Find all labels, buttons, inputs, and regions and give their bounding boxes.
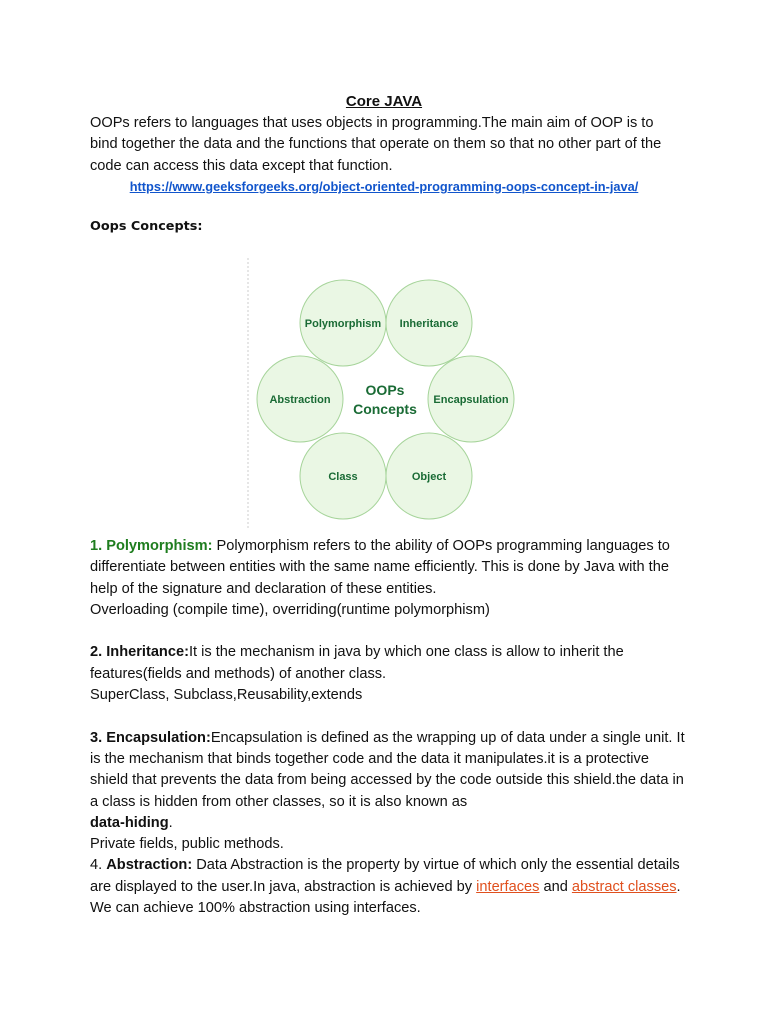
abstraction-text-2: and (539, 878, 572, 895)
node-object-label: Object (411, 471, 447, 483)
abstraction-paragraph (90, 855, 686, 919)
node-abstraction-label: Abstraction (269, 394, 331, 406)
abstraction-number: 4. (90, 857, 107, 874)
encapsulation-paragraph (90, 728, 686, 813)
polymorphism-extra: Overloading (compile time), overriding(runtime polymorphism) (90, 601, 490, 618)
intro-paragraph: OOPs refers to languages that uses objects in programming.The main aim of OOP is to bind together the data and the functions that operate on them so that no other part of the code can access this data except that function. (90, 115, 662, 174)
diagram-center-line1: OOPs (365, 382, 405, 398)
interfaces-link[interactable]: interfaces (476, 878, 540, 895)
inheritance-text: It is the mechanism in java by which one class is allow to inherit the features(fields and methods) of another class. (90, 644, 624, 682)
encapsulation-term: data-hiding (90, 814, 169, 831)
diagram-center-line2: Concepts (353, 401, 417, 417)
page-title: Core JAVA (345, 93, 423, 110)
encapsulation-term-suffix: . (168, 814, 173, 831)
node-polymorphism-label: Polymorphism (304, 318, 382, 330)
node-object (386, 433, 472, 519)
node-encapsulation-label: Encapsulation (433, 394, 509, 406)
inheritance-heading: 2. Inheritance: (90, 644, 189, 661)
concepts-body (90, 536, 686, 919)
reference-link[interactable]: https://www.geeksforgeeks.org/object-oriented-programming-oops-concept-in-java/ (129, 179, 639, 194)
encapsulation-extra: Private fields, public methods. (90, 836, 284, 853)
reference-link-line (0, 178, 768, 196)
inheritance-paragraph (90, 642, 686, 685)
abstraction-heading: Abstraction: (106, 857, 193, 874)
spacer (90, 621, 686, 642)
polymorphism-heading: 1. Polymorphism: (90, 538, 213, 554)
encapsulation-heading: 3. Encapsulation: (90, 729, 211, 746)
oops-concepts-diagram (246, 258, 518, 530)
polymorphism-text: Polymorphism refers to the ability of OOPs programming languages to differentiate between entities with the same name efficiently. This is done by Java with the help of the signature and declaration of these entities. (90, 538, 670, 597)
node-encapsulation (428, 356, 514, 442)
spacer (90, 706, 686, 727)
encapsulation-text: Encapsulation is defined as the wrapping up of data under a single unit. It is the mechanism that binds together code and the data it manipulates.it is a protective shield that prevents the data from being accessed by the code outside this shield.the data in a class is hidden from other classes, so it is also known as (90, 729, 685, 810)
abstraction-text-1: Data Abstraction is the property by virtue of which only the essential details are displayed to the user.In java, abstraction is achieved by (90, 857, 680, 895)
concepts-heading: Oops Concepts: (90, 219, 203, 234)
polymorphism-paragraph (90, 536, 686, 600)
abstract-classes-link[interactable]: abstract classes (571, 878, 677, 895)
node-class-label: Class (328, 471, 358, 483)
diagram-svg (246, 258, 518, 530)
inheritance-extra: SuperClass, Subclass,Reusability,extends (90, 687, 363, 704)
abstraction-text-3: . We can achieve 100% abstraction using interfaces. (90, 878, 681, 917)
node-inheritance (386, 280, 472, 366)
node-inheritance-label: Inheritance (399, 318, 459, 330)
encapsulation-term-line (90, 813, 686, 834)
node-abstraction (257, 356, 343, 442)
node-class (300, 433, 386, 519)
node-polymorphism (300, 280, 386, 366)
